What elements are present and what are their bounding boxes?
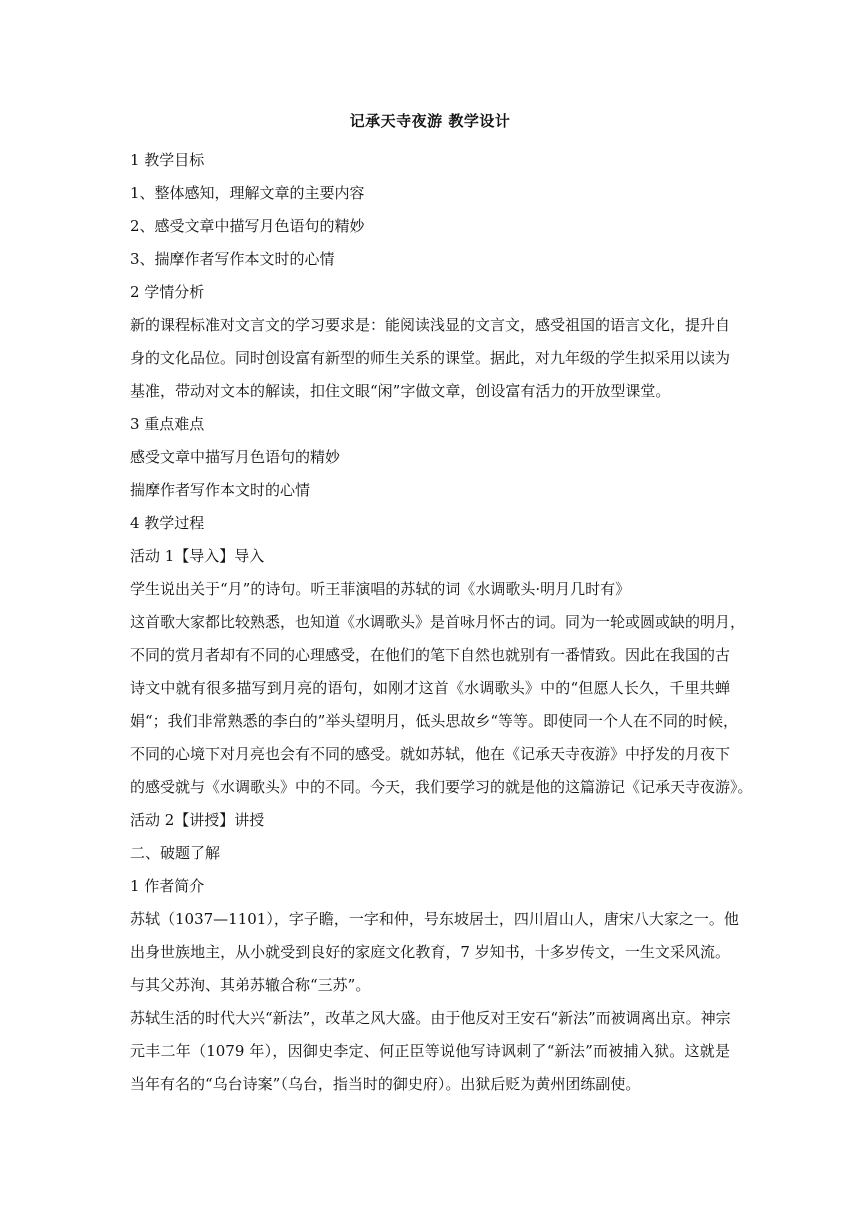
key-point-2: 揣摩作者写作本文时的心情 <box>130 481 311 499</box>
section-heading-student-analysis: 2 学情分析 <box>130 283 205 301</box>
activity-1-paragraph <box>130 606 753 804</box>
activity-1-heading: 活动 1【导入】导入 <box>130 547 265 565</box>
paragraph-line: 不同的心境下对月亮也会有不同的感受。就如苏轼，他在《记承天寺夜游》中抒发的月夜下 <box>130 745 731 763</box>
author-background-paragraph <box>130 1002 730 1101</box>
goal-item-3: 3、揣摩作者写作本文时的心情 <box>130 250 335 268</box>
paragraph-line: 娟“；我们非常熟悉的李白的”举头望明月，低头思故乡“等等。即使同一个人在不同的时候， <box>130 712 739 730</box>
subsection-heading-title-analysis: 二、破题了解 <box>130 844 221 862</box>
section-heading-teaching-process: 4 教学过程 <box>130 514 205 532</box>
paragraph-line: 的感受就与《水调歌头》中的不同。今天，我们要学习的就是他的这篇游记《记承天寺夜游》。 <box>130 778 753 796</box>
paragraph-line: 新的课程标准对文言文的学习要求是：能阅读浅显的文言文，感受祖国的语言文化，提升自 <box>130 316 731 334</box>
paragraph-line: 身的文化品位。同时创设富有新型的师生关系的课堂。据此，对九年级的学生拟采用以读为 <box>130 349 731 367</box>
goal-item-1: 1、整体感知，理解文章的主要内容 <box>130 184 365 202</box>
paragraph-line: 这首歌大家都比较熟悉，也知道《水调歌头》是首咏月怀古的词。同为一轮或圆或缺的明月， <box>130 613 746 631</box>
paragraph-line: 与其父苏洵、其弟苏辙合称“三苏”。 <box>130 976 371 994</box>
goal-item-2: 2、感受文章中描写月色语句的精妙 <box>130 217 365 235</box>
document-title: 记承天寺夜游 教学设计 <box>349 112 511 130</box>
section-heading-key-points: 3 重点难点 <box>130 415 205 433</box>
subsection-heading-author-intro: 1 作者简介 <box>130 877 205 895</box>
paragraph-line: 诗文中就有很多描写到月亮的语句，如刚才这首《水调歌头》中的“但愿人长久，千里共蝉 <box>130 679 730 697</box>
paragraph-line: 出身世族地主，从小就受到良好的家庭文化教育，7 岁知书，十多岁传文，一生文采风流。 <box>130 943 730 961</box>
paragraph-line: 基准，带动对文本的解读，扣住文眼“闲”字做文章，创设富有活力的开放型课堂。 <box>130 382 671 400</box>
student-analysis-paragraph <box>130 309 730 408</box>
section-heading-teaching-goals: 1 教学目标 <box>130 151 205 169</box>
document-body <box>130 110 753 1101</box>
activity-1-intro: 学生说出关于“月”的诗句。听王菲演唱的苏轼的词《水调歌头·明月几时有》 <box>130 580 631 598</box>
author-intro-paragraph <box>130 903 739 1002</box>
paragraph-line: 元丰二年（1079 年），因御史李定、何正臣等说他写诗讽刺了“新法”而被捕入狱。这就是 <box>130 1042 730 1060</box>
paragraph-line: 苏轼（1037—1101），字子瞻，一字和仲，号东坡居士，四川眉山人，唐宋八大家之一。他 <box>130 910 739 928</box>
paragraph-line: 苏轼生活的时代大兴“新法”，改革之风大盛。由于他反对王安石“新法”而被调离出京。神宗 <box>130 1009 731 1027</box>
paragraph-line: 当年有名的“乌台诗案”（乌台，指当时的御史府）。出狱后贬为黄州团练副使。 <box>130 1075 641 1093</box>
activity-2-heading: 活动 2【讲授】讲授 <box>130 811 265 829</box>
key-point-1: 感受文章中描写月色语句的精妙 <box>130 448 341 466</box>
paragraph-line: 不同的赏月者却有不同的心理感受，在他们的笔下自然也就别有一番情致。因此在我国的古 <box>130 646 731 664</box>
